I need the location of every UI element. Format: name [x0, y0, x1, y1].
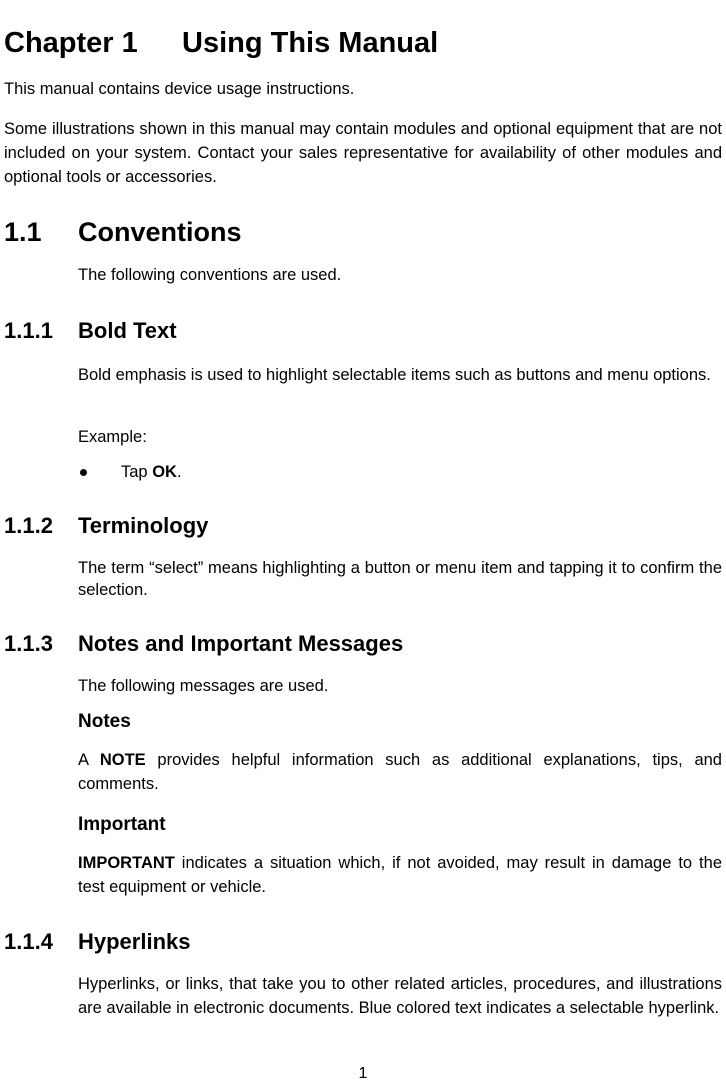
subsection-number: 1.1.3	[4, 631, 53, 656]
chapter-title	[4, 24, 438, 62]
important-heading: Important	[78, 814, 166, 835]
bullet-text	[121, 460, 182, 484]
example-label: Example:	[78, 428, 147, 446]
notes-messages-intro: The following messages are used.	[78, 677, 329, 695]
bullet-suffix: .	[176, 463, 182, 481]
subsection-number: 1.1.1	[4, 318, 53, 343]
subsection-heading-terminology	[4, 511, 208, 541]
section-number: 1.1	[4, 217, 42, 247]
bullet-icon	[80, 469, 87, 476]
chapter-intro-paragraph: This manual contains device usage instructions.	[4, 80, 355, 98]
subsection-heading-hyperlinks	[4, 927, 191, 957]
page-number: 1	[358, 1065, 368, 1082]
notes-body: provides helpful information such as additional explanations, tips, and comments.	[78, 751, 722, 793]
notes-heading: Notes	[78, 711, 131, 732]
notes-prefix: A	[78, 751, 100, 769]
bullet-bold-ok: OK	[152, 463, 177, 481]
subsection-title: Bold Text	[78, 318, 177, 343]
important-bold-keyword: IMPORTANT	[78, 854, 175, 872]
subsection-heading-bold-text	[4, 316, 177, 346]
bullet-prefix: Tap	[121, 463, 153, 481]
subsection-number: 1.1.4	[4, 929, 53, 954]
notes-bold-keyword: NOTE	[99, 751, 146, 769]
conventions-intro: The following conventions are used.	[78, 266, 342, 284]
subsection-title: Terminology	[78, 513, 209, 538]
subsection-title: Hyperlinks	[78, 929, 191, 954]
important-paragraph	[78, 851, 722, 899]
hyperlinks-paragraph: Hyperlinks, or links, that take you to other related articles, procedures, and illustrations are available in electronic documents. Blue colored text indicates a selectable hyperlink.	[78, 975, 722, 1017]
subsection-number: 1.1.2	[4, 513, 53, 538]
terminology-paragraph: The term “select” means highlighting a button or menu item and tapping it to confirm the selection.	[78, 559, 722, 599]
chapter-name: Using This Manual	[182, 27, 439, 59]
subsection-heading-notes-messages	[4, 629, 403, 659]
chapter-number: Chapter 1	[4, 27, 138, 59]
bold-text-paragraph: Bold emphasis is used to highlight selectable items such as buttons and menu options.	[78, 366, 711, 384]
important-body: indicates a situation which, if not avoided, may result in damage to the test equipment or vehicle.	[78, 854, 722, 896]
subsection-title: Notes and Important Messages	[78, 631, 404, 656]
section-heading-conventions	[4, 214, 242, 250]
chapter-availability-paragraph: Some illustrations shown in this manual may contain modules and optional equipment that are not included on your system. Contact your sales representative for availability of other modules and optional tools or accessories.	[4, 120, 722, 186]
section-title: Conventions	[78, 217, 242, 247]
notes-paragraph	[78, 748, 722, 796]
